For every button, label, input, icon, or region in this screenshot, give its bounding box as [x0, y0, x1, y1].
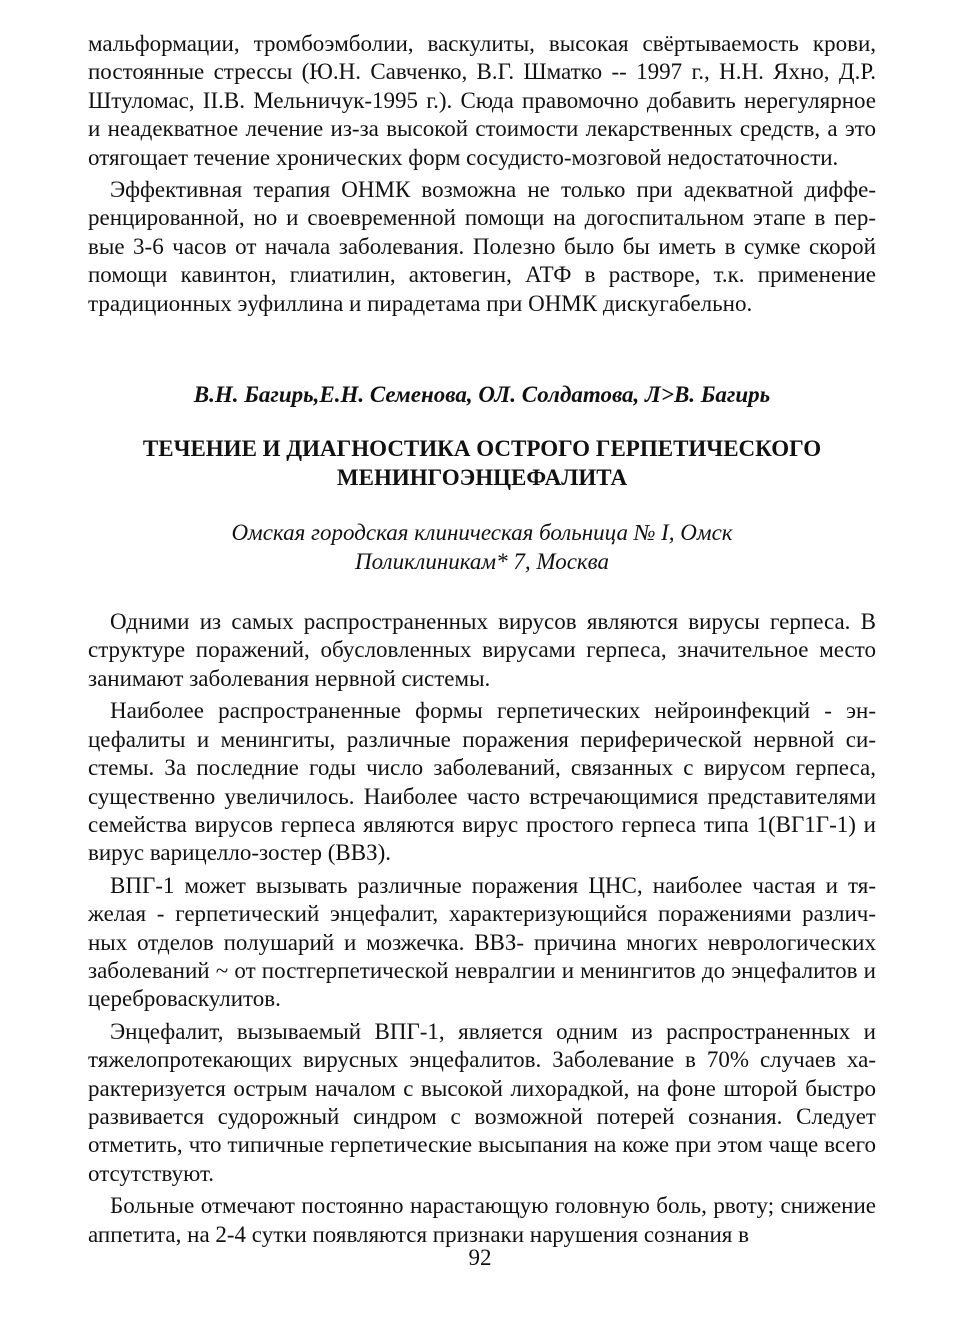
- page-content: [88, 30, 876, 1249]
- article-title-line: ТЕЧЕНИЕ И ДИАГНОСТИКА ОСТРОГО ГЕРПЕТИЧЕСКОГО: [142, 436, 822, 462]
- body-paragraph: Наиболее распространенные формы герпетических нейроинфекций - энцефалиты и менингиты, различные поражения периферической нервной системы. За последние годы число заболеваний, связанных с вирусом герпеса, существенно увеличилось. Наиболее часто встречающимися представителями семейства вирусов герпеса являются вирус простого герпеса типа 1(ВГ1Г-1) и вирус варицелло-зостер (ВВЗ).: [88, 698, 876, 866]
- article-title-line: МЕНИНГОЭНЦЕФАЛИТА: [336, 465, 628, 491]
- article-title: [88, 434, 876, 492]
- article-authors: В.Н. Багирь,Е.Н. Семенова, ОЛ. Солдатова, Л>В. Багирь: [193, 382, 771, 408]
- body-paragraph: Одними из самых распространенных вирусов являются вирусы герпеса. В структуре поражений, обусловленных вирусами герпеса, значительное место занимают заболевания нервной системы.: [88, 609, 876, 691]
- body-paragraph: Больные отмечают постоянно нарастающую головную боль, рвоту; снижение аппетита, на 2-4 сутки появляются признаки нарушения сознания в: [88, 1193, 876, 1247]
- article-affiliation: [88, 518, 876, 576]
- affiliation-line: Омская городская клиническая больница № I, Омск: [231, 520, 733, 546]
- intro-paragraph: мальформации, тромбоэмболии, васкулиты, высокая свёртываемость крови, постоянные стрессы (Ю.Н. Савченко, В.Г. Шматко -- 1997 г., Н.Н. Яхно, Д.Р. Штуломас, II.В. Мельничук-1995 г.). Сюда правомочно добавить нерегулярное и неадекватное лечение из-за высокой стоимости лекарственных средств, а это отягощает течение хронических форм сосудисто-мозговой недостаточности.: [88, 31, 876, 170]
- page-number: 92: [468, 1245, 492, 1270]
- body-paragraph: ВПГ-1 может вызывать различные поражения ЦНС, наиболее частая и тяжелая - герпетический энцефалит, характеризующийся поражениями различных отделов полушарий и мозжечка. ВВЗ- причина многих неврологических заболеваний ~ от постгерпетической невралгии и менингитов до энцефалитов и цереброваскулитов.: [88, 872, 876, 1012]
- body-paragraph: Энцефалит, вызываемый ВПГ-1, является одним из распространенных и тяжелопротекающих вирусных энцефалитов. Заболевание в 70% случаев характеризуется острым началом с высокой лихорадкой, на фоне шторой быстро развивается судорожный синдром с возможной потерей сознания. Следует отметить, что типичные герпетические высыпания на коже при этом чаще всего отсутствуют.: [88, 1018, 876, 1186]
- article-body: [88, 608, 876, 1249]
- affiliation-line: Поликлиникам* 7, Москва: [355, 549, 609, 575]
- intro-paragraph: Эффективная терапия ОНМК возможна не только при адекватной дифференцированной, но и своевременной помощи на догоспитальном этапе в первые 3-6 часов от начала заболевания. Полезно было бы иметь в сумке скорой помощи кавинтон, глиатилин, актовегин, АТФ в растворе, т.к. применение традиционных эуфиллина и пирадетама при ОНМК дискугабельно.: [88, 177, 876, 316]
